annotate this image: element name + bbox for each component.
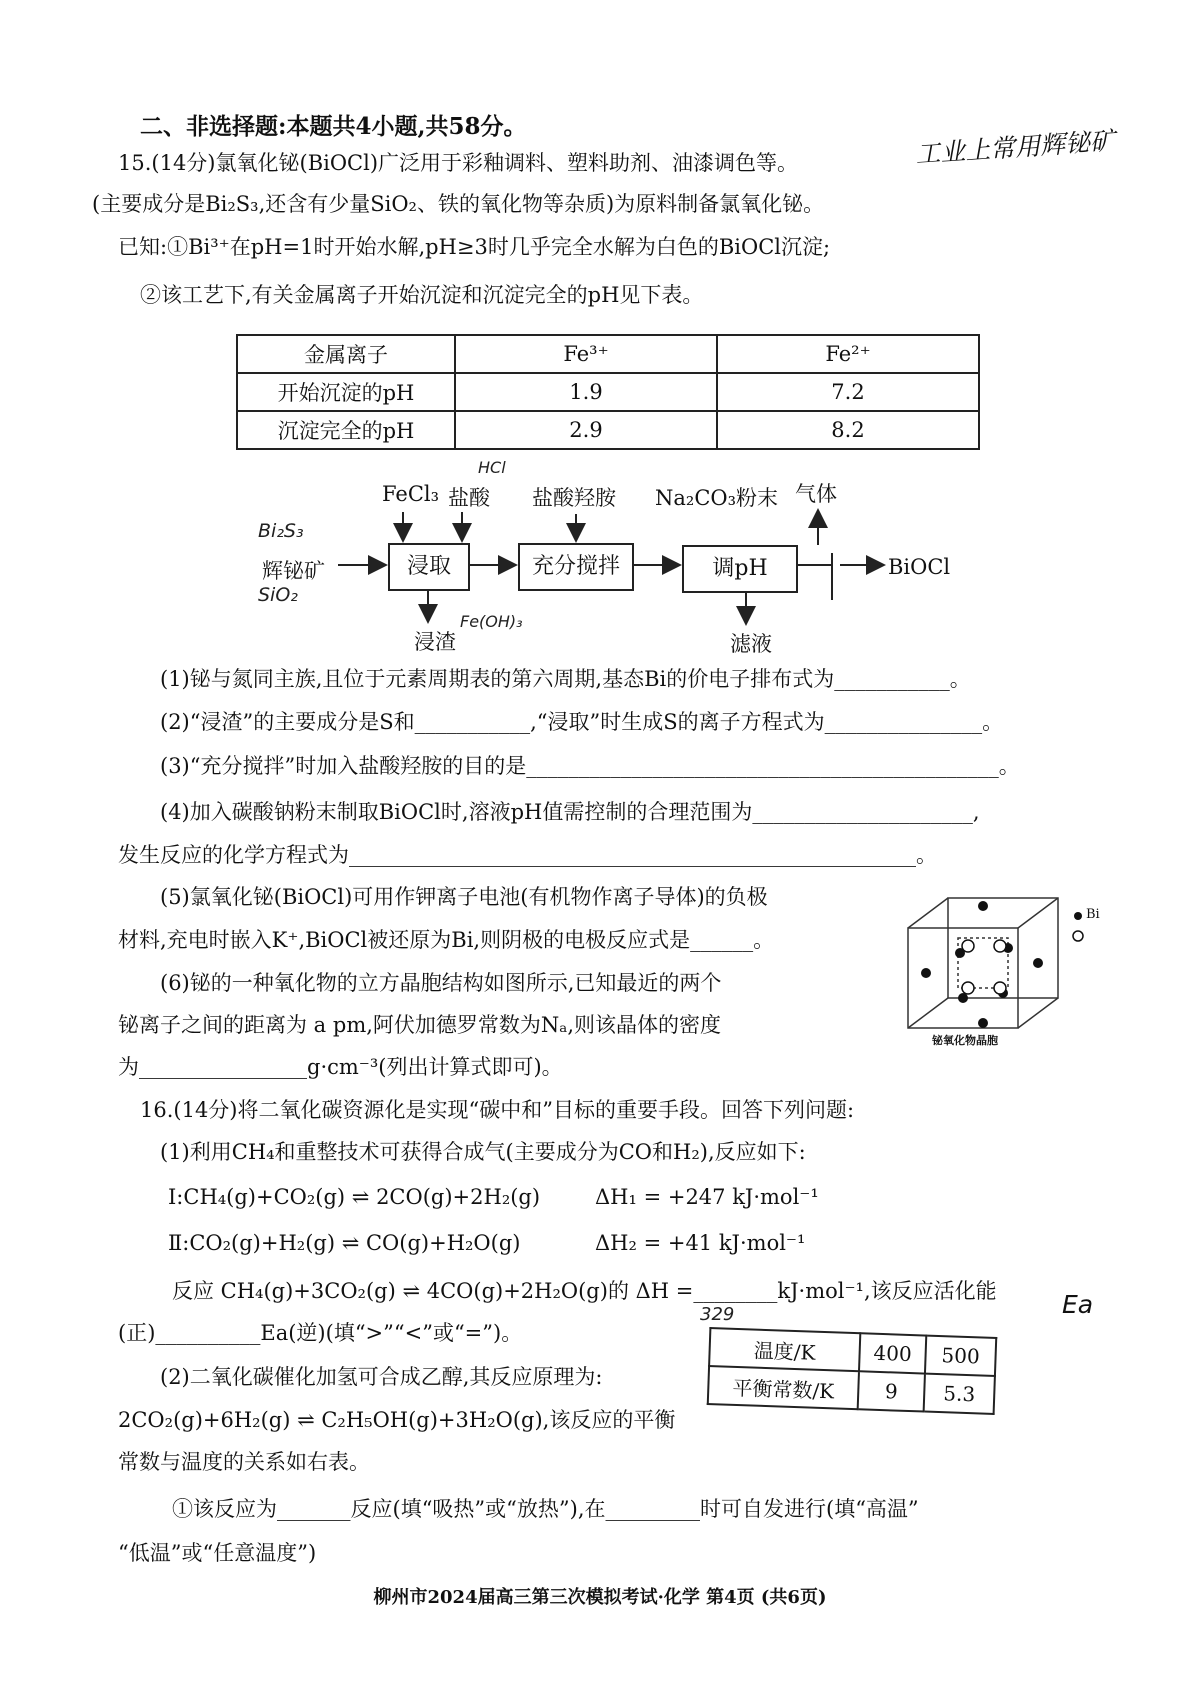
flow-handwriting-feoh3: Fe(OH)₃ <box>460 612 523 631</box>
flow-reagent-na2co3: Na₂CO₃粉末 <box>655 486 779 510</box>
table-cell: 开始沉淀的pH <box>237 373 455 411</box>
q15-sub4b: 发生反应的化学方程式为______________________________________________________。 <box>118 843 937 867</box>
q16-rxn1: Ⅰ:CH₄(g)+CO₂(g) ⇌ 2CO(g)+2H₂(g) <box>168 1185 541 1209</box>
flow-reagent-hydroxylamine: 盐酸羟胺 <box>532 486 616 510</box>
flow-reagent-fecl3: FeCl₃ <box>382 482 440 506</box>
flow-residue: 浸渣 <box>414 630 456 654</box>
q16-sub2b: 2CO₂(g)+6H₂(g) ⇌ C₂H₅OH(g)+3H₂O(g),该反应的平衡 <box>118 1408 676 1432</box>
q16-question-b: “低温”或“任意温度”) <box>118 1541 317 1565</box>
q15-known1: 已知:①Bi³⁺在pH=1时开始水解,pH≥3时几乎完全水解为白色的BiOCl沉淀; <box>118 235 831 259</box>
equilibrium-constant-table <box>707 1327 998 1415</box>
q15-known2: ②该工艺下,有关金属离子开始沉淀和沉淀完全的pH见下表。 <box>140 283 704 307</box>
q16-line-dh: 反应 CH₄(g)+3CO₂(g) ⇌ 4CO(g)+2H₂O(g)的 ΔH =________kJ·mol⁻¹,该反应活化能 <box>172 1279 997 1303</box>
table-cell: 2.9 <box>455 411 717 449</box>
flow-step-leach: 浸取 <box>388 543 470 591</box>
table-header: 400 <box>859 1333 926 1373</box>
q15-sub4a: (4)加入碳酸钠粉末制取BiOCl时,溶液pH值需控制的合理范围为_____________________, <box>160 800 980 824</box>
q15-line2: (主要成分是Bi₂S₃,还含有少量SiO₂、铁的氧化物等杂质)为原料制备氯氧化铋。 <box>92 192 825 216</box>
q16-question-a: ①该反应为_______反应(填“吸热”或“放热”),在_________时可自发进行(填“高温” <box>172 1497 919 1521</box>
q16-line1: 16.(14分)将二氧化碳资源化是实现“碳中和”目标的重要手段。回答下列问题: <box>140 1098 855 1122</box>
table-cell: 平衡常数/K <box>708 1366 859 1409</box>
q15-handwriting: 工业上常用辉铋矿 <box>914 126 1116 169</box>
q16-handwriting-ea: Ea <box>1062 1290 1094 1319</box>
flow-step-stir: 充分搅拌 <box>518 543 634 591</box>
table-header: 金属离子 <box>237 335 455 373</box>
table-cell: 9 <box>858 1371 925 1411</box>
flow-handwriting-sio2: SiO₂ <box>258 584 298 606</box>
table-header: Fe³⁺ <box>455 335 717 373</box>
cell-legend-bi: Bi <box>1086 907 1100 922</box>
flow-reagent-hcl: 盐酸 <box>448 486 490 510</box>
flow-gas: 气体 <box>795 482 837 506</box>
table-header: 温度/K <box>709 1328 860 1371</box>
page-footer: 柳州市2024届高三第三次模拟考试·化学 第4页 (共6页) <box>373 1587 827 1608</box>
q16-dh1: ΔH₁ = +247 kJ·mol⁻¹ <box>595 1185 819 1209</box>
flow-handwriting-bi2s3: Bi₂S₃ <box>258 520 304 542</box>
q15-sub5b: 材料,充电时嵌入K⁺,BiOCl被还原为Bi,则阴极的电极反应式是______。 <box>118 928 775 952</box>
flow-input-ore: 辉铋矿 <box>262 559 325 583</box>
q15-sub5a: (5)氯氧化铋(BiOCl)可用作钾离子电池(有机物作离子导体)的负极 <box>160 885 768 909</box>
q15-sub3: (3)“充分搅拌”时加入盐酸羟胺的目的是_____________________________________________。 <box>160 754 1020 778</box>
cell-caption: 铋氧化物晶胞 <box>932 1034 998 1047</box>
q15-line1: 15.(14分)氯氧化铋(BiOCl)广泛用于彩釉调料、塑料助剂、油漆调色等。 <box>118 151 799 175</box>
q15-sub2: (2)“浸渣”的主要成分是S和___________,“浸取”时生成S的离子方程式为_______________。 <box>160 710 1004 734</box>
q16-sub1: (1)利用CH₄和重整技术可获得合成气(主要成分为CO和H₂),反应如下: <box>160 1140 806 1164</box>
table-header: Fe²⁺ <box>717 335 979 373</box>
q15-sub6c: 为________________g·cm⁻³(列出计算式即可)。 <box>118 1055 563 1079</box>
flow-filtrate: 滤液 <box>730 632 772 656</box>
flow-handwriting-hcl: HCl <box>478 458 506 477</box>
crystal-cell-diagram <box>898 888 1088 1038</box>
q15-sub6a: (6)铋的一种氧化物的立方晶胞结构如图所示,已知最近的两个 <box>160 971 722 995</box>
flow-step-adjust-ph: 调pH <box>682 545 798 593</box>
q15-sub1: (1)铋与氮同主族,且位于元素周期表的第六周期,基态Bi的价电子排布式为___________。 <box>160 667 971 691</box>
section-title: 二、非选择题:本题共4小题,共58分。 <box>140 113 527 140</box>
q16-line-ea: (正)__________Ea(逆)(填“>”“<”或“=”)。 <box>118 1321 523 1345</box>
q16-sub2a: (2)二氧化碳催化加氢可合成乙醇,其反应原理为: <box>160 1365 603 1389</box>
table-cell: 沉淀完全的pH <box>237 411 455 449</box>
q15-sub6b: 铋离子之间的距离为 a pm,阿伏加德罗常数为Nₐ,则该晶体的密度 <box>118 1013 722 1037</box>
table-cell: 1.9 <box>455 373 717 411</box>
flow-product: BiOCl <box>888 555 951 579</box>
q16-rxn2: Ⅱ:CO₂(g)+H₂(g) ⇌ CO(g)+H₂O(g) <box>168 1231 521 1255</box>
q16-sub2c: 常数与温度的关系如右表。 <box>118 1450 370 1474</box>
table-cell: 5.3 <box>924 1374 995 1414</box>
table-cell: 7.2 <box>717 373 979 411</box>
q16-handwriting-mark: 329 <box>700 1304 735 1325</box>
table-header: 500 <box>925 1336 996 1376</box>
table-cell: 8.2 <box>717 411 979 449</box>
q16-dh2: ΔH₂ = +41 kJ·mol⁻¹ <box>595 1231 806 1255</box>
flow-arrows <box>0 0 1200 700</box>
